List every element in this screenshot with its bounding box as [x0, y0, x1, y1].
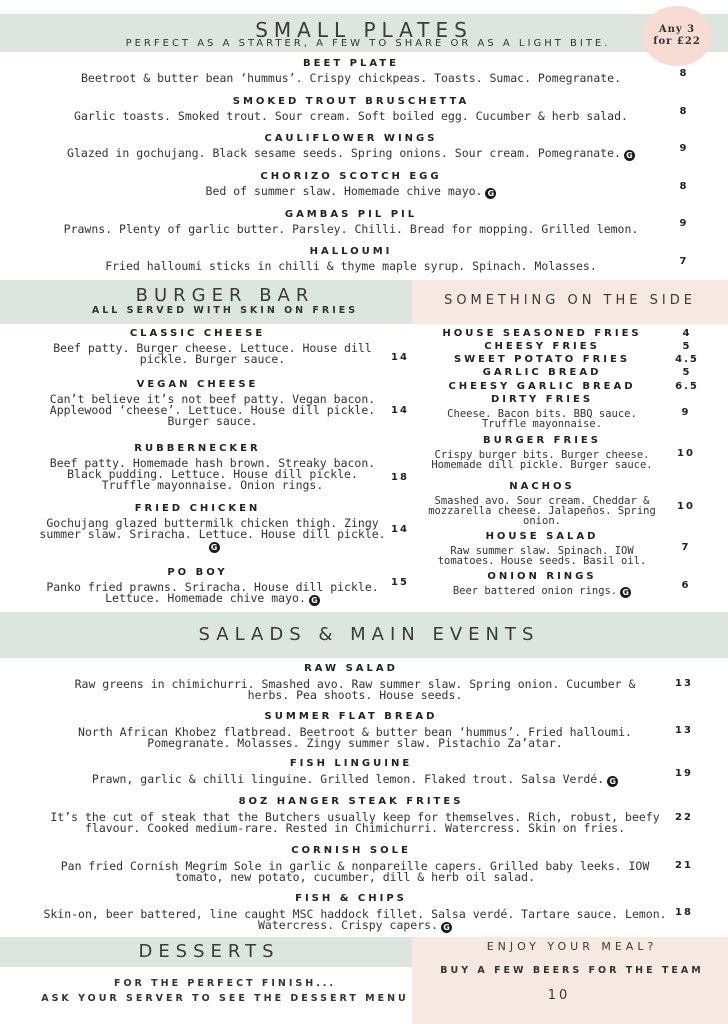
item-price: 8 — [679, 68, 689, 79]
item-desc: Cheese. Bacon bits. BBQ sauce. Truffle mayonnaise. — [447, 408, 637, 430]
item-desc: Crispy burger bits. Burger cheese. Homemade dill pickle. Burger sauce. — [431, 449, 653, 471]
side-item — [412, 328, 728, 341]
item-desc: It’s the cut of steak that the Butchers usually keep for themselves. Rich, robust, beefy flavour. Cooked medium-rare. Rested in Chimichurri. Watercress. Skin on fries. — [50, 810, 660, 835]
gluten-free-icon: G — [624, 150, 635, 161]
item-desc: North African Khobez flatbread. Beetroot & butter bean ‘hummus’. Fried halloumi. Pomegranate. Molasses. Zingy summer slaw. Pistachio Za’atar. — [78, 725, 632, 750]
item-desc — [38, 909, 672, 933]
item-name: 8OZ HANGER STEAK FRITES — [238, 796, 464, 807]
item-name: BURGER FRIES — [483, 435, 601, 446]
item-name: CORNISH SOLE — [291, 845, 411, 856]
side-name: GARLIC BREAD — [482, 367, 602, 378]
item-price: 14 — [391, 524, 409, 535]
sides-title: SOMETHING ON THE SIDE — [444, 293, 696, 308]
side-price: 5 — [682, 367, 692, 378]
item-price: 19 — [675, 768, 693, 779]
any-three-badge — [642, 6, 712, 66]
side-name: CHEESY GARLIC BREAD — [448, 381, 636, 392]
item-desc — [45, 582, 380, 606]
item-price: 18 — [675, 907, 693, 918]
gluten-free-icon: G — [309, 595, 320, 606]
tip-amount: 10 — [547, 988, 571, 1003]
desserts-line-2: ASK YOUR SERVER TO SEE THE DESSERT MENU — [41, 993, 409, 1004]
gluten-free-icon: G — [485, 188, 496, 199]
badge-line-1: Any 3 — [658, 24, 696, 35]
side-price: 6.5 — [675, 381, 699, 392]
item-desc-text: Glazed in gochujang. Black sesame seeds. Spring onions. Sour cream. Pomegranate. — [67, 146, 621, 160]
item-price: 14 — [391, 352, 409, 363]
item-desc: Can’t believe it’s not beef patty. Vegan bacon. Applewood ‘cheese’. Lettuce. House dill pickle. Burger sauce. — [49, 392, 376, 428]
burger-bar-subtitle: ALL SERVED WITH SKIN ON FRIES — [91, 305, 359, 316]
item-price: 15 — [391, 577, 409, 588]
side-price: 5 — [682, 341, 692, 352]
gluten-free-icon: G — [441, 922, 452, 933]
item-desc — [40, 774, 670, 787]
item-name: FISH LINGUINE — [289, 758, 413, 769]
item-name: RAW SALAD — [304, 663, 398, 674]
item-name: HOUSE SALAD — [485, 531, 599, 542]
item-price: 10 — [677, 448, 695, 459]
item-desc: Fried halloumi sticks in chilli & thyme maple syrup. Spinach. Molasses. — [105, 259, 597, 273]
item-desc: Garlic toasts. Smoked trout. Sour cream. Soft boiled egg. Cucumber & herb salad. — [74, 109, 628, 123]
item-name: SMOKED TROUT BRUSCHETTA — [232, 96, 470, 107]
item-desc: Prawns. Plenty of garlic butter. Parsley. Chilli. Bread for mopping. Grilled lemon. — [63, 222, 639, 236]
side-name: HOUSE SEASONED FRIES — [442, 328, 642, 339]
item-desc-text: Gochujang glazed buttermilk chicken thigh. Zingy summer slaw. Sriracha. Lettuce. House dill pickle. — [39, 516, 386, 541]
item-name: DIRTY FRIES — [490, 394, 594, 405]
item-desc — [35, 518, 390, 553]
gluten-free-icon: G — [620, 587, 631, 598]
item-name: ONION RINGS — [487, 571, 597, 582]
side-item — [412, 367, 728, 380]
item-desc-text: Beer battered onion rings. — [452, 585, 618, 597]
item-desc: Pan fried Cornish Megrim Sole in garlic & nonpareille capers. Grilled baby leeks. IOW tomato, new potato, cucumber, dill & herb oil salad. — [60, 859, 650, 884]
item-price: 14 — [391, 405, 409, 416]
side-item — [412, 381, 728, 394]
small-plates-subtitle: PERFECT AS A STARTER, A FEW TO SHARE OR AS A LIGHT BITE. — [125, 38, 611, 49]
item-name: CLASSIC CHEESE — [129, 328, 266, 339]
item-desc: Raw greens in chimichurri. Smashed avo. Raw summer slaw. Spring onion. Cucumber & herbs. Pea shoots. House seeds. — [74, 677, 636, 702]
item-desc-text: Bed of summer slaw. Homemade chive mayo. — [205, 184, 483, 198]
item-price: 18 — [391, 472, 409, 483]
buy-beers-text: BUY A FEW BEERS FOR THE TEAM — [440, 965, 704, 976]
item-name: CHORIZO SCOTCH EGG — [260, 171, 442, 182]
side-price: 4.5 — [675, 354, 699, 365]
badge-line-2: for £22 — [653, 36, 701, 47]
item-desc: Raw summer slaw. Spinach. IOW tomatoes. House seeds. Basil oil. — [437, 545, 647, 567]
side-price: 4 — [682, 328, 692, 339]
item-desc — [20, 148, 682, 161]
item-desc-text: Panko fried prawns. Sriracha. House dill pickle. Lettuce. Homemade chive mayo. — [46, 580, 379, 605]
item-name: PO BOY — [167, 567, 228, 578]
item-desc: Beef patty. Homemade hash brown. Streaky bacon. Black pudding. Lettuce. House dill pickle. Truffle mayonnaise. Onion rings. — [49, 456, 376, 492]
item-price: 6 — [681, 580, 691, 591]
item-price: 7 — [679, 256, 689, 267]
item-name: SUMMER FLAT BREAD — [264, 711, 438, 722]
item-price: 8 — [679, 181, 689, 192]
item-name: NACHOS — [509, 481, 575, 492]
enjoy-meal-text: ENJOY YOUR MEAL? — [486, 940, 658, 953]
side-item — [412, 341, 728, 354]
item-desc: Smashed avo. Sour cream. Cheddar & mozzarella cheese. Jalapeños. Spring onion. — [428, 495, 656, 527]
item-price: 22 — [675, 812, 693, 823]
side-name: SWEET POTATO FRIES — [453, 354, 631, 365]
item-name: VEGAN CHEESE — [136, 379, 259, 390]
item-desc: Beetroot & butter bean ‘hummus’. Crispy chickpeas. Toasts. Sumac. Pomegranate. — [80, 71, 622, 85]
item-price: 13 — [675, 678, 693, 689]
item-price: 7 — [681, 542, 691, 553]
item-name: HALLOUMI — [309, 246, 393, 257]
item-name: FISH & CHIPS — [295, 893, 407, 904]
gluten-free-icon: G — [209, 542, 220, 553]
item-desc: Beef patty. Burger cheese. Lettuce. House dill pickle. Burger sauce. — [53, 341, 372, 366]
item-desc — [20, 186, 682, 199]
gluten-free-icon: G — [607, 776, 618, 787]
item-name: RUBBERNECKER — [134, 443, 261, 454]
item-name: GAMBAS PIL PIL — [284, 209, 418, 220]
desserts-title: DESSERTS — [138, 941, 280, 962]
item-price: 21 — [675, 860, 693, 871]
small-plates-title: SMALL PLATES — [255, 18, 473, 42]
mains-title: SALADS & MAIN EVENTS — [198, 624, 540, 645]
item-name: FRIED CHICKEN — [134, 503, 261, 514]
item-price: 13 — [675, 725, 693, 736]
item-desc-text: Skin-on, beer battered, line caught MSC haddock fillet. Salsa verdé. Tartare sauce. Lemon. Watercress. Crispy capers. — [43, 907, 667, 932]
item-desc — [422, 586, 662, 598]
item-name: BEET PLATE — [303, 58, 399, 69]
item-price: 8 — [679, 106, 689, 117]
item-price: 9 — [679, 218, 689, 229]
side-item — [412, 354, 728, 367]
item-price: 9 — [679, 143, 689, 154]
burger-bar-title: BURGER BAR — [135, 285, 315, 306]
side-name: CHEESY FRIES — [484, 341, 600, 352]
item-desc-text: Prawn, garlic & chilli linguine. Grilled lemon. Flaked trout. Salsa Verdé. — [91, 772, 605, 786]
item-price: 9 — [681, 407, 691, 418]
desserts-line-1: FOR THE PERFECT FINISH... — [113, 978, 337, 989]
item-name: CAULIFLOWER WINGS — [264, 133, 438, 144]
item-price: 10 — [677, 501, 695, 512]
